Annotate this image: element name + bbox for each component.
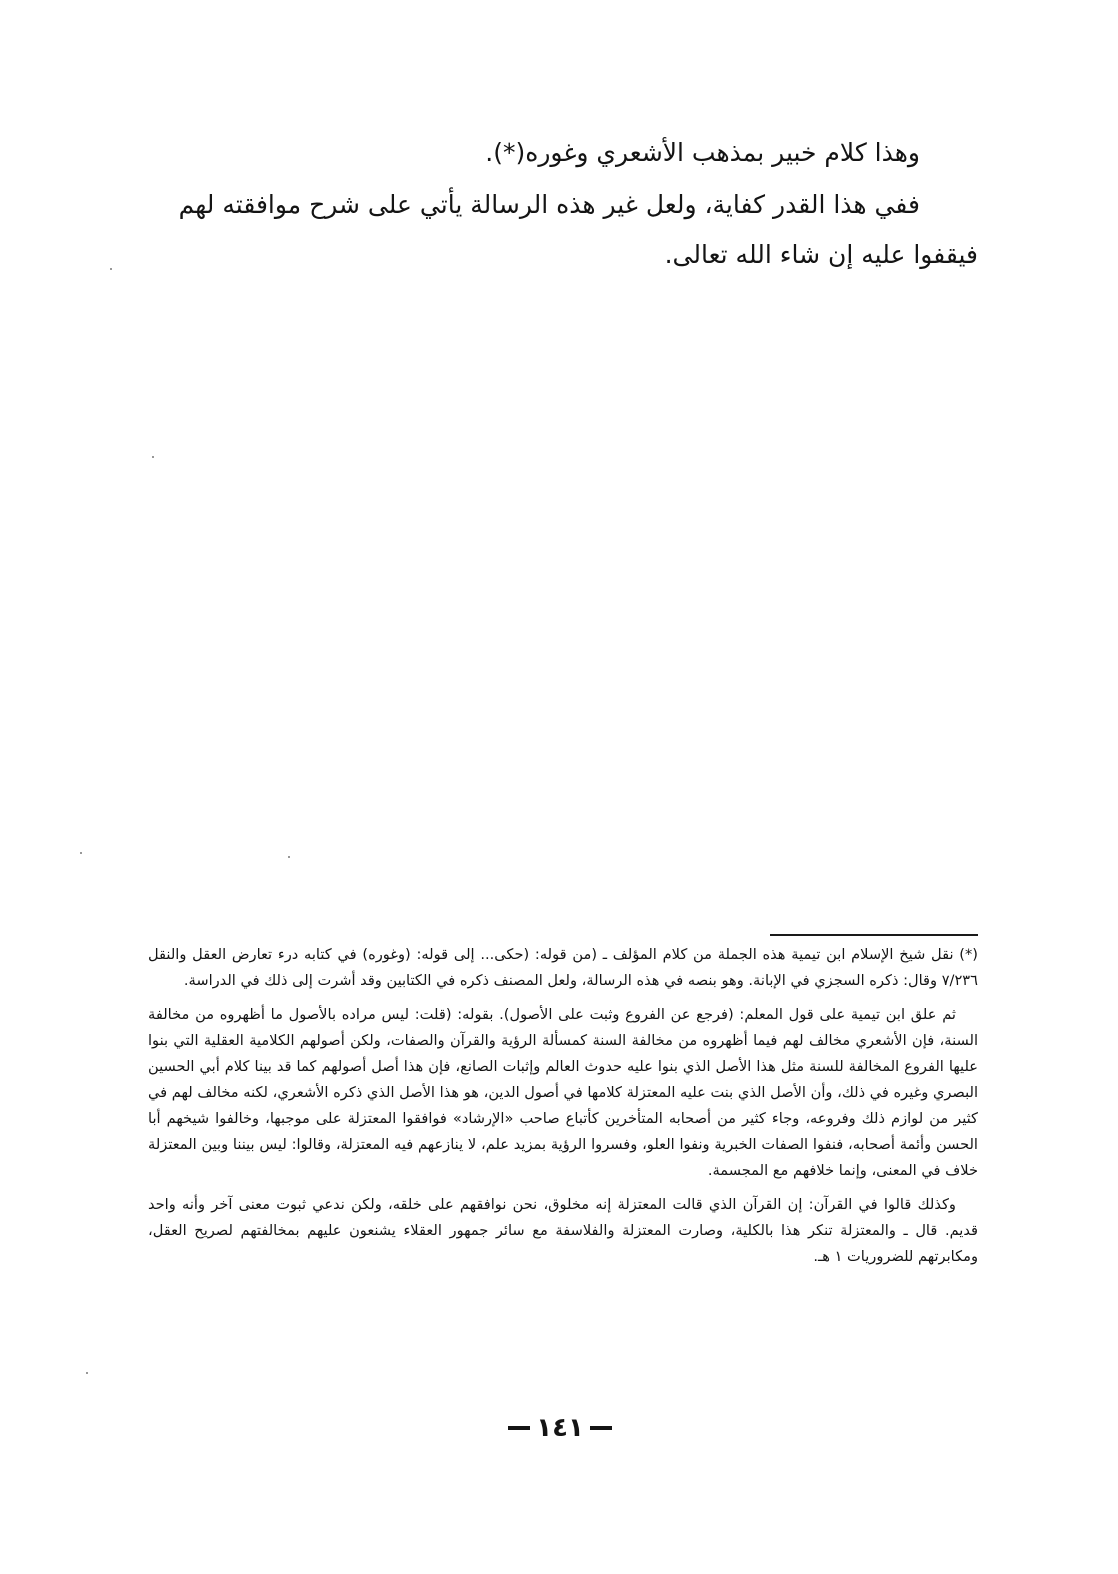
main-text-line-1: وهذا كلام خبير بمذهب الأشعري وغوره(*). <box>485 138 920 167</box>
footnote-2: ثم علق ابن تيمية على قول المعلم: (فرجع عن الفروع وثبت على الأصول). بقوله: (قلت: ليس مراده بالأصول ما أظهروه من مخالفة السنة، فإن الأشعري مخالف لهم فيما أظهروه من مخالفة السنة كمسألة الرؤية والقرآن والصفات، ولكن أصولهم الكلامية العقلية التي بنوا عليها الفروع المخالفة للسنة مثل هذا الأصل الذي بنوا عليه حدوث العالم وإثبات الصانع، فإن هذا أصل أصولهم كما قد بينا كلام أبي الحسين البصري وغيره في ذلك، وأن الأصل الذي بنت عليه المعتزلة كلامها في أصول الدين، هو هذا الأصل الذي ذكره الأشعري، لكنه مخالف لهم في كثير من لوازم ذلك وفروعه، وجاء كثير من أصحابه المتأخرين كأتباع صاحب «الإرشاد» فوافقوا المعتزلة على موجبها، وخالفوا شيخهم أبا الحسن وأئمة أصحابه، فنفوا الصفات الخبرية ونفوا العلو، وفسروا الرؤية بمزيد علم، لا ينازعهم فيه المعتزلة، وقالوا: ليس بيننا وبين المعتزلة خلاف في المعنى، وإنما خلافهم مع المجسمة. <box>148 1006 978 1179</box>
page-number-dash-right <box>508 1426 530 1430</box>
scan-speck <box>86 1372 88 1374</box>
scan-speck <box>80 852 82 854</box>
main-text <box>130 128 978 280</box>
footnote-3: وكذلك قالوا في القرآن: إن القرآن الذي قالت المعتزلة إنه مخلوق، نحن نوافقهم على خلقه، ولكن ندعي ثبوت معنى آخر وأنه واحد قديم. قال ـ والمعتزلة تنكر هذا بالكلية، وصارت المعتزلة والفلاسفة مع سائر جمهور العقلاء يشنعون عليهم بمخالفتهم لصريح العقل، ومكابرتهم للضروريات ١ هـ. <box>148 1196 978 1265</box>
footnote-1: (*) نقل شيخ الإسلام ابن تيمية هذه الجملة من كلام المؤلف ـ (من قوله: (حكى... إلى قوله: (وغوره) في كتابه درء تعارض العقل والنقل ٧/٢٣٦ وقال: ذكره السجزي في الإبانة. وهو بنصه في هذه الرسالة، ولعل المصنف ذكره في الكتابين وقد أشرت إلى ذلك في الدراسة. <box>148 946 978 989</box>
page-number-dash-left <box>590 1426 612 1430</box>
scan-speck <box>288 856 290 858</box>
page-number-value: ١٤١ <box>536 1413 584 1443</box>
scan-speck <box>110 268 112 270</box>
page-number <box>490 1408 630 1448</box>
scan-speck <box>152 456 154 458</box>
main-text-paragraph-2: ففي هذا القدر كفاية، ولعل غير هذه الرسالة يأتي على شرح موافقته لهم فيقفوا عليه إن شاء الله تعالى. <box>178 190 978 269</box>
footnote-separator <box>770 934 978 936</box>
footnotes <box>148 942 978 1278</box>
